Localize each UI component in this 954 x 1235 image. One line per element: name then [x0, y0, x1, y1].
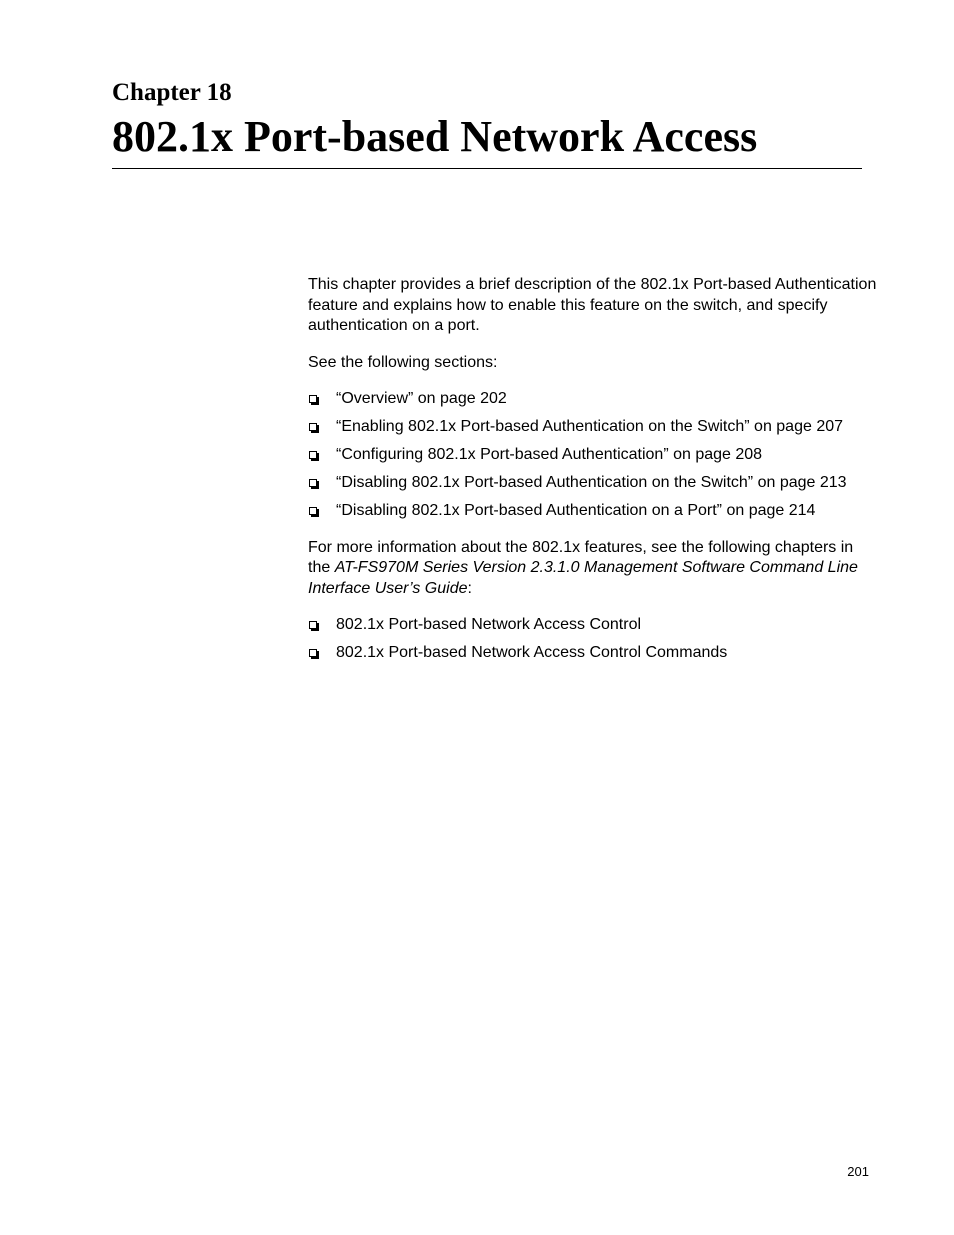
hollow-square-bullet-icon	[309, 621, 317, 629]
section-link[interactable]: “Disabling 802.1x Port-based Authentication on the Switch” on page 213	[336, 474, 847, 491]
hollow-square-bullet-icon	[309, 395, 317, 403]
chapter-item-access-control-commands	[308, 643, 878, 664]
chapter-list	[308, 615, 878, 664]
title-divider	[112, 168, 862, 169]
section-list	[308, 389, 878, 522]
section-item-overview[interactable]	[308, 389, 878, 410]
more-info-prefix: For more information about the 802.1x features, see the following chapters in the	[308, 538, 854, 576]
page-number: 201	[847, 1164, 869, 1179]
section-link[interactable]: “Disabling 802.1x Port-based Authentication on a Port” on page 214	[336, 502, 816, 519]
more-info-paragraph	[308, 538, 878, 600]
hollow-square-bullet-icon	[309, 451, 317, 459]
chapter-reference: 802.1x Port-based Network Access Control Commands	[336, 644, 728, 661]
guide-title: AT-FS970M Series Version 2.3.1.0 Management Software Command Line Interface User’s Guide	[308, 559, 858, 597]
section-link[interactable]: “Enabling 802.1x Port-based Authentication on the Switch” on page 207	[336, 418, 844, 435]
section-link[interactable]: “Configuring 802.1x Port-based Authentication” on page 208	[336, 446, 763, 463]
section-item-enabling-switch[interactable]	[308, 417, 878, 438]
section-item-configuring[interactable]	[308, 445, 878, 466]
hollow-square-bullet-icon	[309, 507, 317, 515]
chapter-title: 802.1x Port-based Network Access	[112, 112, 758, 161]
more-info-suffix: :	[467, 579, 472, 597]
section-item-disabling-switch[interactable]	[308, 473, 878, 494]
chapter-label: Chapter 18	[112, 79, 232, 106]
hollow-square-bullet-icon	[309, 649, 317, 657]
section-item-disabling-port[interactable]	[308, 501, 878, 522]
hollow-square-bullet-icon	[309, 479, 317, 487]
hollow-square-bullet-icon	[309, 423, 317, 431]
chapter-body	[308, 275, 878, 680]
sections-lead: See the following sections:	[308, 353, 498, 371]
section-link[interactable]: “Overview” on page 202	[336, 390, 507, 407]
chapter-reference: 802.1x Port-based Network Access Control	[336, 616, 642, 633]
chapter-item-access-control	[308, 615, 878, 636]
intro-paragraph: This chapter provides a brief description of the 802.1x Port-based Authentication feature and explains how to enable this feature on the switch, and specify authentication on a port.	[308, 276, 877, 334]
